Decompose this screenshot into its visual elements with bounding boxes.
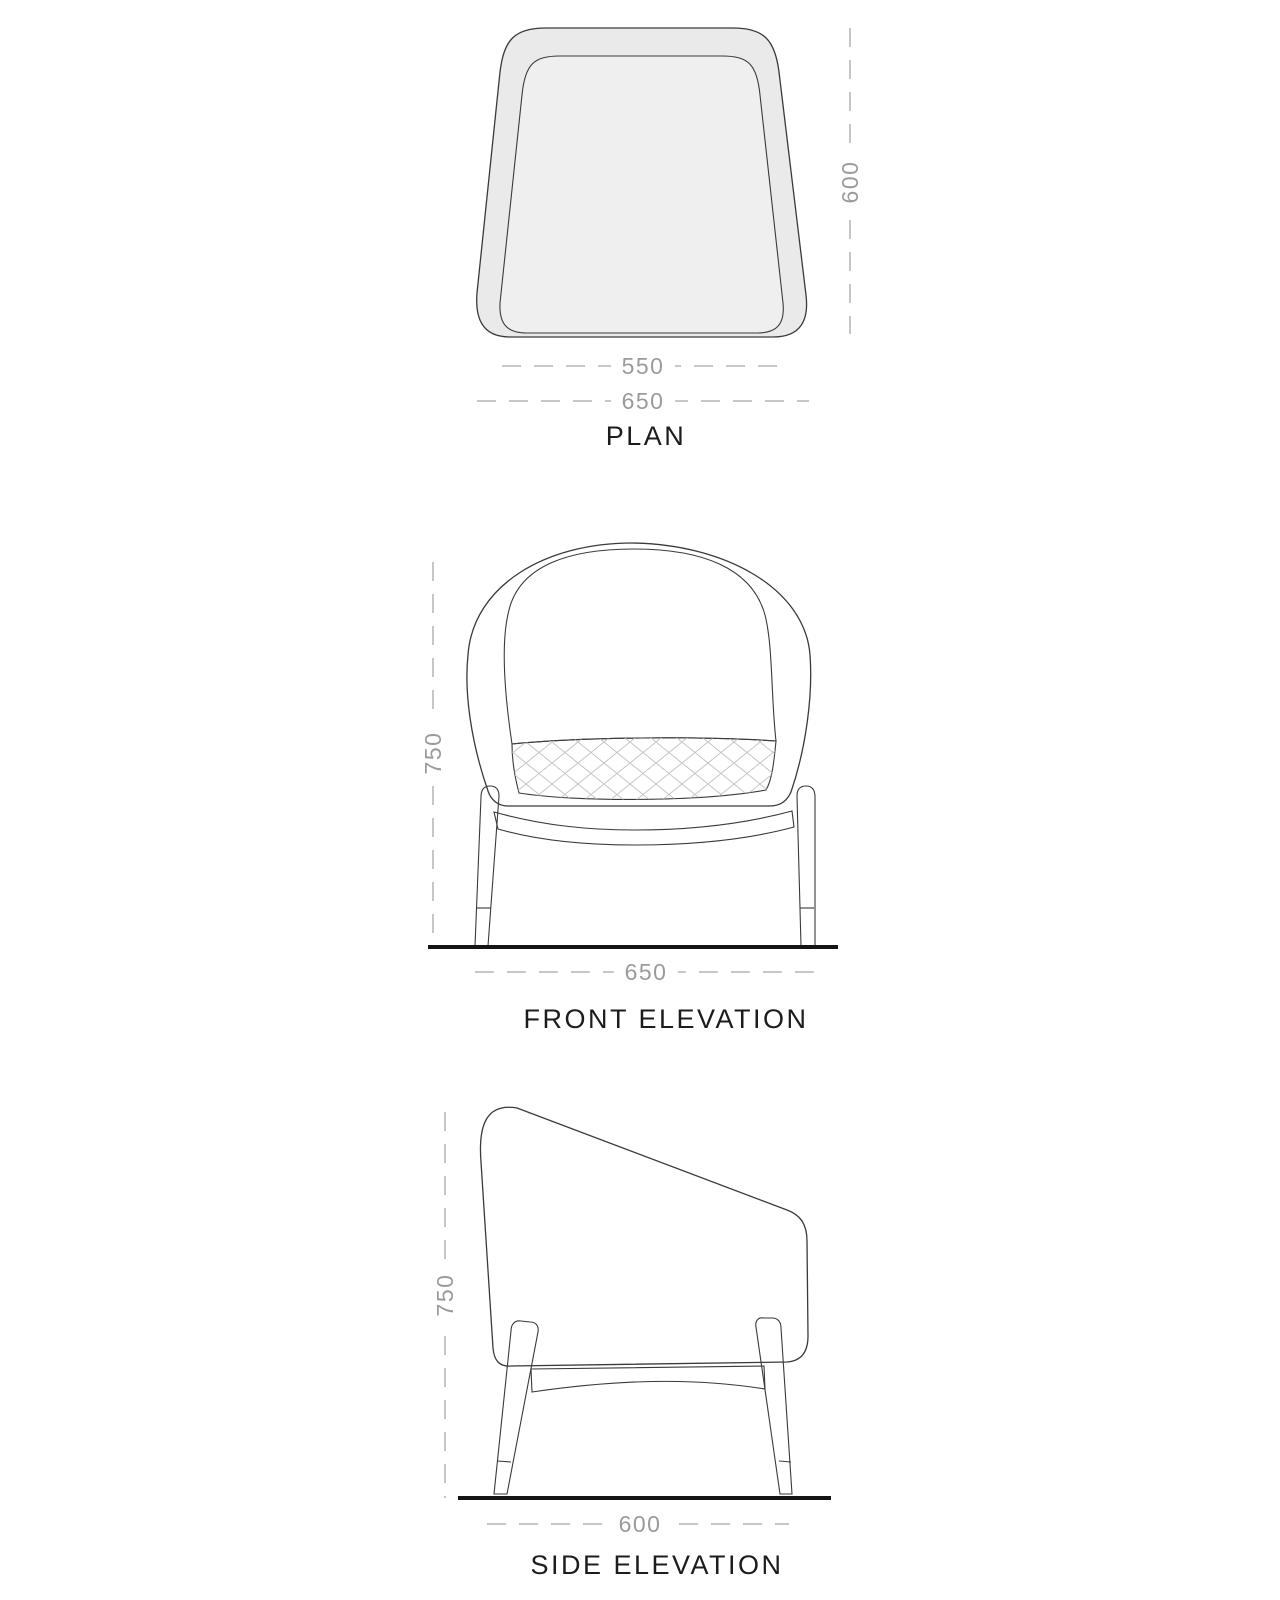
plan-seat-width-dim-value: 550: [621, 353, 665, 379]
front-right-leg: [797, 786, 815, 946]
plan-overall-width-dim-value: 650: [621, 388, 665, 414]
side-front-leg: [494, 1321, 538, 1494]
front-quilt-pattern: [512, 738, 776, 800]
front-width-dim-value: 650: [624, 959, 668, 985]
front-apron-rail: [494, 811, 794, 845]
plan-depth-dim-value: 600: [837, 160, 863, 204]
side-height-dim-value: 750: [432, 1273, 458, 1317]
side-back-leg: [756, 1318, 792, 1494]
side-front-leg-ferrule-line: [497, 1461, 511, 1462]
front-height-dim-value: 750: [420, 731, 446, 775]
plan-view: [477, 28, 865, 451]
side-back-leg-ferrule-line: [779, 1461, 791, 1462]
plan-view-label: PLAN: [605, 421, 687, 451]
side-apron-rail: [531, 1366, 765, 1392]
front-elevation-view: [418, 543, 838, 1034]
side-elevation-view: [430, 1107, 831, 1580]
front-backrest-inner-line: [504, 549, 776, 744]
side-shell-outline: [480, 1107, 808, 1366]
front-left-leg: [475, 786, 499, 946]
plan-inner-outline: [500, 56, 783, 333]
front-elevation-label: FRONT ELEVATION: [523, 1004, 809, 1034]
side-elevation-label: SIDE ELEVATION: [530, 1550, 784, 1580]
side-depth-dim-value: 600: [618, 1511, 662, 1537]
